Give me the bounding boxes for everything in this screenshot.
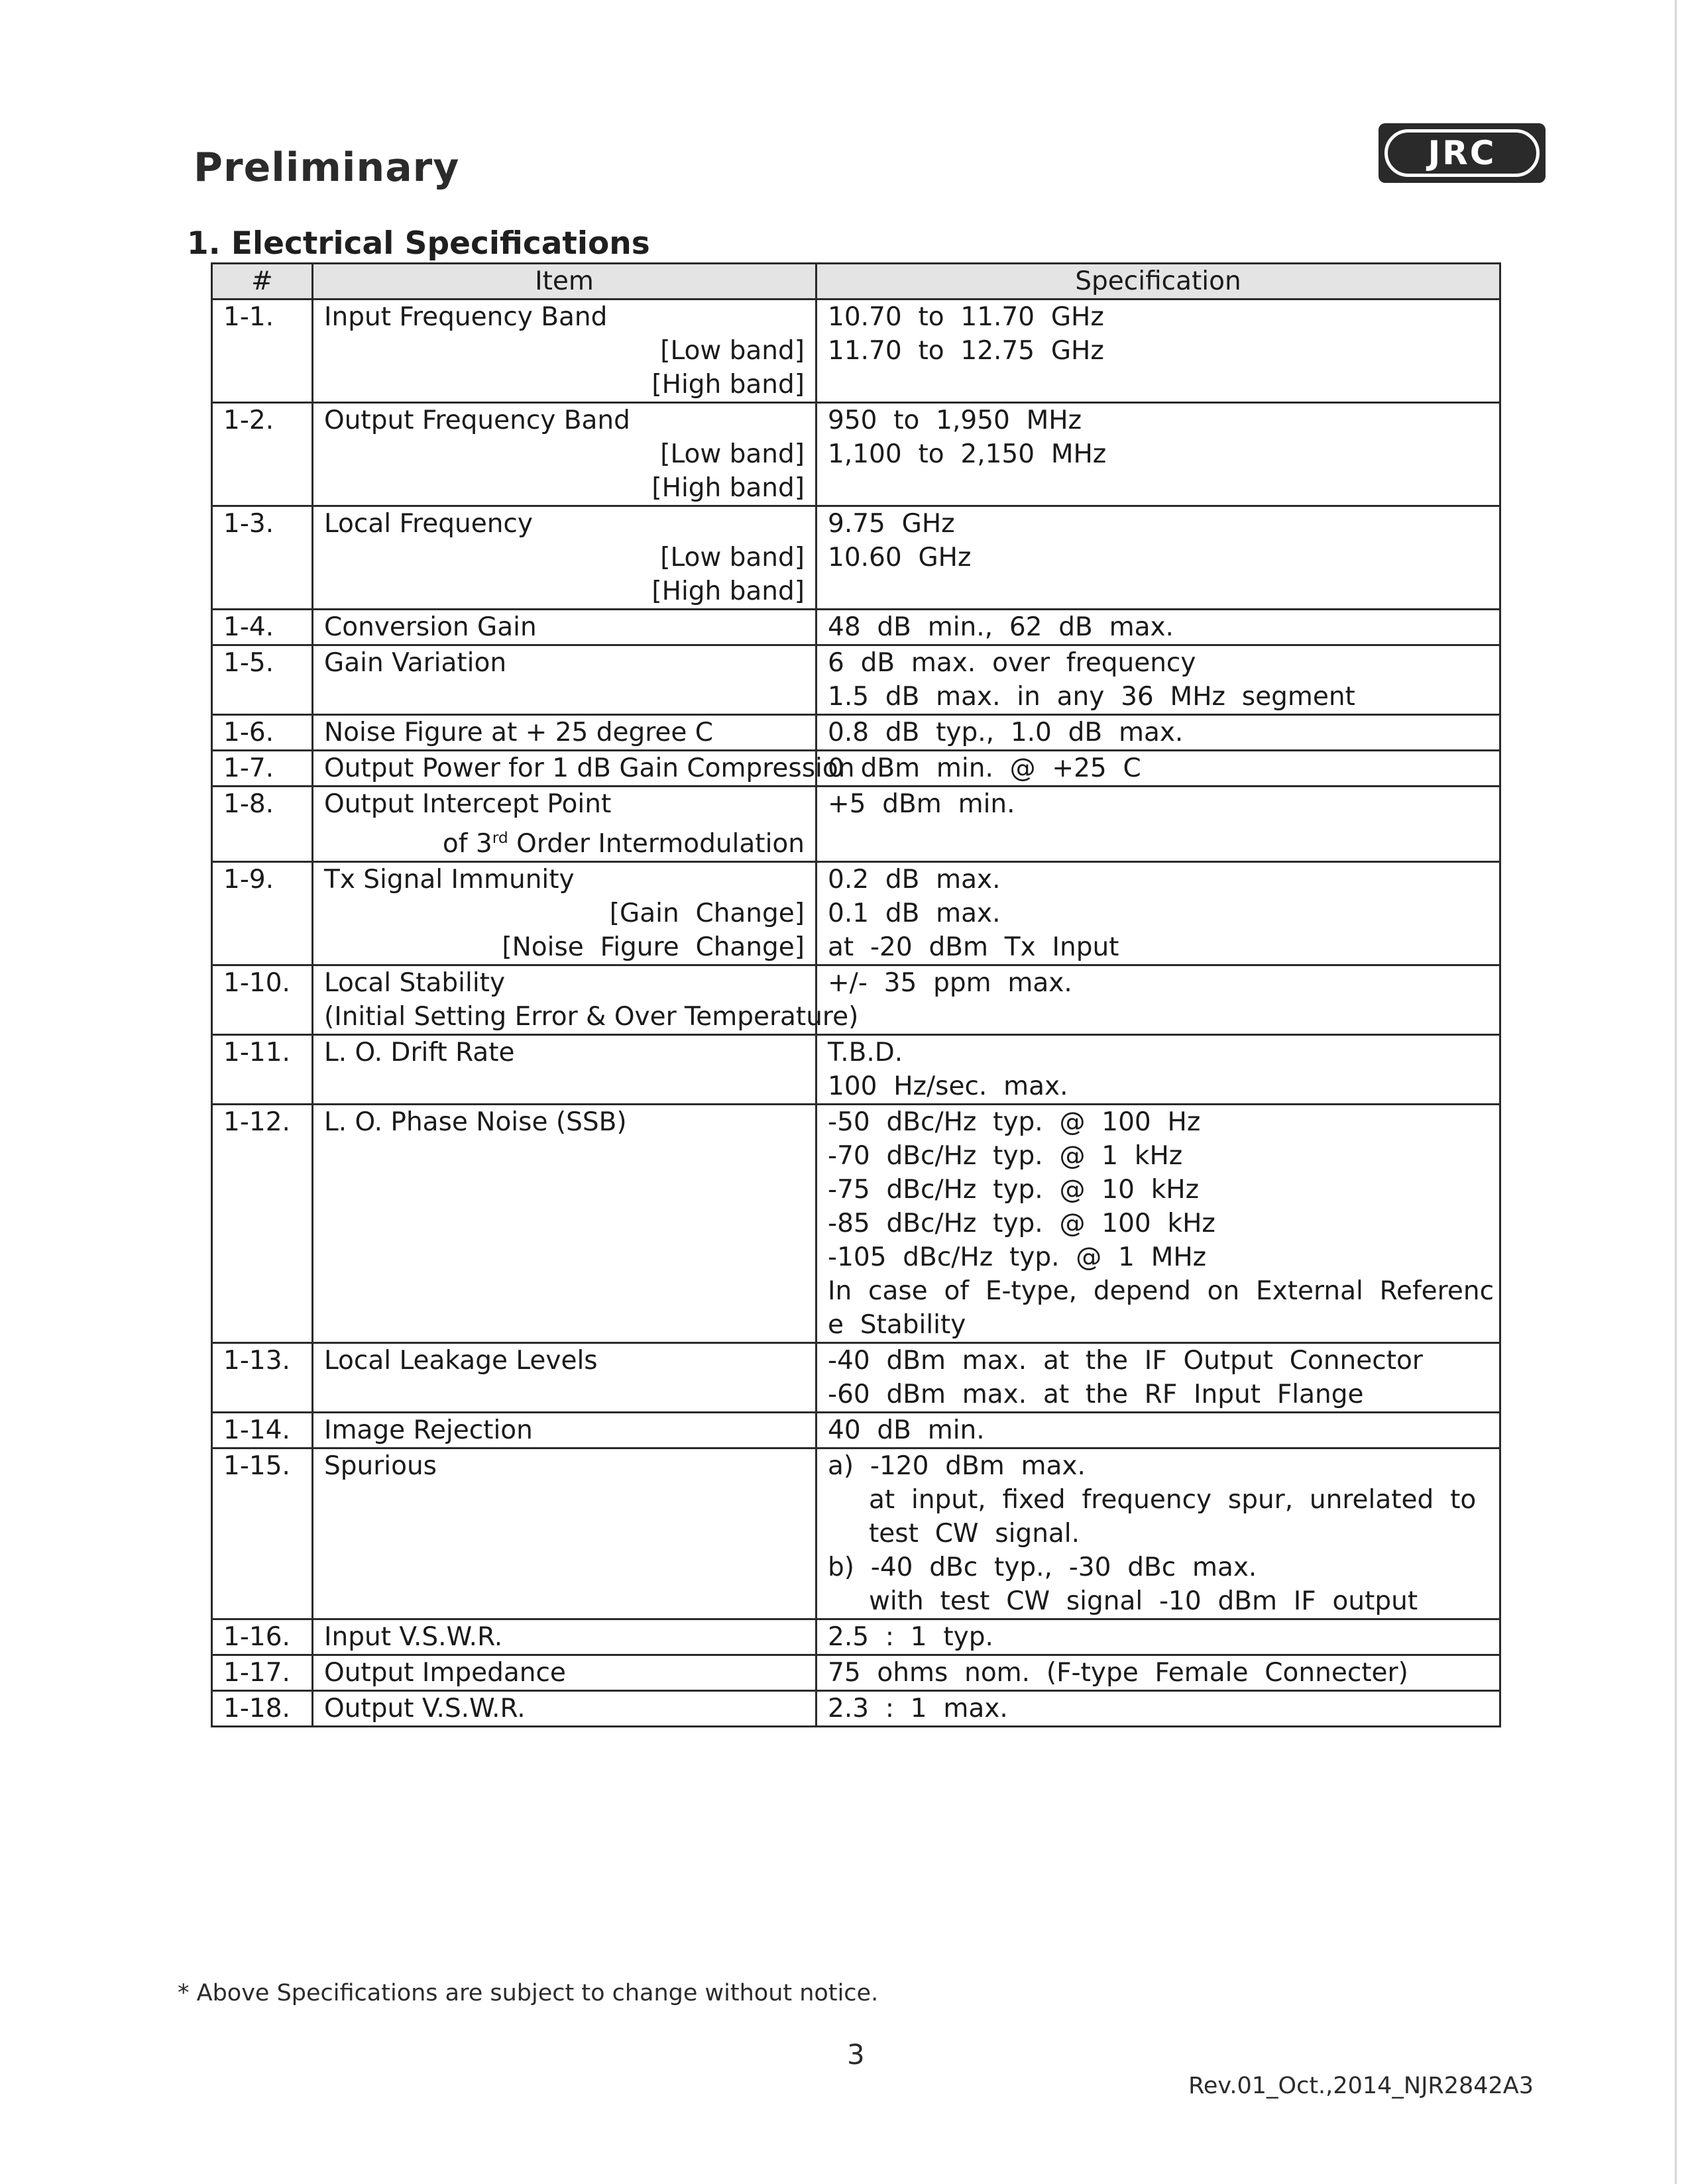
specification-line: 75 ohms nom. (F-type Female Connecter) — [828, 1658, 1408, 1688]
specification-cell — [817, 751, 1500, 787]
column-header-specification: Specification — [817, 264, 1500, 300]
row-number: 1-13. — [212, 1343, 313, 1413]
specification-line: 48 dB min., 62 dB max. — [828, 612, 1174, 642]
specification-line: -60 dBm max. at the RF Input Flange — [828, 1380, 1364, 1409]
specification-cell — [817, 1691, 1500, 1727]
spec-table — [211, 262, 1501, 1727]
item-line: Conversion Gain — [324, 612, 537, 642]
footnote: * Above Specifications are subject to change without notice. — [178, 1980, 879, 2006]
table-row — [212, 1691, 1500, 1727]
specification-cell — [817, 1343, 1500, 1413]
item-line: Output V.S.W.R. — [324, 1694, 526, 1723]
specification-line: -50 dBc/Hz typ. @ 100 Hz — [828, 1107, 1201, 1137]
specification-line: 11.70 to 12.75 GHz — [828, 336, 1104, 366]
page-number: 3 — [847, 2038, 865, 2071]
scan-edge-line — [1675, 0, 1677, 2184]
row-number: 1-15. — [212, 1448, 313, 1619]
specification-line: -75 dBc/Hz typ. @ 10 kHz — [828, 1175, 1200, 1205]
jrc-logo — [1379, 123, 1546, 183]
row-number: 1-6. — [212, 715, 313, 751]
item-cell — [313, 506, 817, 610]
specification-cell — [817, 862, 1500, 965]
item-line: [Low band] — [660, 439, 805, 469]
item-line: Input Frequency Band — [324, 302, 608, 332]
table-row — [212, 1655, 1500, 1691]
row-number: 1-16. — [212, 1619, 313, 1655]
section-title: 1. Electrical Specifications — [187, 225, 650, 262]
specification-cell — [817, 1413, 1500, 1448]
item-cell — [313, 1413, 817, 1448]
specification-line: e Stability — [828, 1310, 966, 1340]
item-cell — [313, 300, 817, 403]
item-line: (Initial Setting Error & Over Temperature) — [324, 1002, 859, 1032]
row-number: 1-12. — [212, 1105, 313, 1343]
item-cell — [313, 1691, 817, 1727]
column-header-number: # — [212, 264, 313, 300]
specification-cell — [817, 506, 1500, 610]
specification-line: 10.70 to 11.70 GHz — [828, 302, 1104, 332]
specification-line: 2.5 : 1 typ. — [828, 1622, 993, 1652]
table-row — [212, 506, 1500, 610]
specification-line: a) -120 dBm max. — [828, 1451, 1086, 1481]
table-row — [212, 862, 1500, 965]
item-cell — [313, 1035, 817, 1105]
item-line: Local Frequency — [324, 509, 533, 539]
row-number: 1-3. — [212, 506, 313, 610]
table-row — [212, 300, 1500, 403]
row-number: 1-4. — [212, 610, 313, 645]
specification-line: b) -40 dBc typ., -30 dBc max. — [828, 1553, 1257, 1582]
row-number: 1-7. — [212, 751, 313, 787]
item-line: Output Intercept Point — [324, 789, 612, 819]
specification-cell — [817, 1448, 1500, 1619]
item-cell — [313, 1343, 817, 1413]
item-cell — [313, 862, 817, 965]
table-row — [212, 715, 1500, 751]
row-number: 1-10. — [212, 965, 313, 1035]
specification-cell — [817, 1619, 1500, 1655]
row-number: 1-9. — [212, 862, 313, 965]
row-number: 1-18. — [212, 1691, 313, 1727]
jrc-logo-text: JRC — [1384, 129, 1540, 177]
item-line: [High band] — [651, 370, 805, 400]
item-line: [High band] — [651, 473, 805, 503]
table-row — [212, 1105, 1500, 1343]
specification-line: at -20 dBm Tx Input — [828, 932, 1119, 962]
table-row — [212, 1413, 1500, 1448]
specification-line: 10.60 GHz — [828, 543, 972, 573]
specification-line: 6 dB max. over frequency — [828, 648, 1196, 678]
item-cell — [313, 1619, 817, 1655]
table-row — [212, 1035, 1500, 1105]
item-line: Output Frequency Band — [324, 406, 630, 435]
item-cell — [313, 1655, 817, 1691]
item-line: Image Rejection — [324, 1415, 533, 1445]
specification-line: T.B.D. — [828, 1038, 903, 1067]
specification-cell — [817, 403, 1500, 506]
specification-line: 2.3 : 1 max. — [828, 1694, 1008, 1723]
table-row — [212, 403, 1500, 506]
specification-cell — [817, 645, 1500, 715]
item-line: Gain Variation — [324, 648, 507, 678]
item-line: Tx Signal Immunity — [324, 865, 575, 895]
item-cell — [313, 610, 817, 645]
specification-line: with test CW signal -10 dBm IF output — [869, 1586, 1418, 1616]
specification-line: test CW signal. — [869, 1519, 1080, 1549]
table-row — [212, 1619, 1500, 1655]
specification-line: -40 dBm max. at the IF Output Connector — [828, 1346, 1423, 1376]
row-number: 1-1. — [212, 300, 313, 403]
item-cell — [313, 645, 817, 715]
table-row — [212, 610, 1500, 645]
row-number: 1-14. — [212, 1413, 313, 1448]
revision-label: Rev.01_Oct.,2014_NJR2842A3 — [1188, 2073, 1534, 2099]
specification-cell — [817, 610, 1500, 645]
item-line: L. O. Drift Rate — [324, 1038, 515, 1067]
item-cell — [313, 1105, 817, 1343]
item-line: Spurious — [324, 1451, 437, 1481]
specification-line: +/- 35 ppm max. — [828, 968, 1072, 998]
spec-table-body — [212, 300, 1500, 1727]
specification-line: 1,100 to 2,150 MHz — [828, 439, 1107, 469]
specification-line: 100 Hz/sec. max. — [828, 1071, 1068, 1101]
specification-line: 9.75 GHz — [828, 509, 955, 539]
row-number: 1-8. — [212, 787, 313, 862]
specification-line: 950 to 1,950 MHz — [828, 406, 1082, 435]
specification-cell — [817, 1105, 1500, 1343]
item-cell — [313, 787, 817, 862]
row-number: 1-5. — [212, 645, 313, 715]
item-line: [Low band] — [660, 336, 805, 366]
item-line: of 3rd Order Intermodulation — [442, 828, 805, 859]
row-number: 1-2. — [212, 403, 313, 506]
item-line: Local Stability — [324, 968, 506, 998]
row-number: 1-11. — [212, 1035, 313, 1105]
specification-line: -105 dBc/Hz typ. @ 1 MHz — [828, 1242, 1207, 1272]
specification-cell — [817, 965, 1500, 1035]
specification-line: -70 dBc/Hz typ. @ 1 kHz — [828, 1141, 1183, 1171]
item-line: [Gain Change] — [609, 899, 805, 928]
item-line: Output Power for 1 dB Gain Compression — [324, 753, 855, 783]
specification-line: 0.2 dB max. — [828, 865, 1001, 895]
item-line: [Noise Figure Change] — [502, 932, 805, 962]
specification-cell — [817, 1035, 1500, 1105]
item-line: L. O. Phase Noise (SSB) — [324, 1107, 627, 1137]
specification-line: 40 dB min. — [828, 1415, 985, 1445]
specification-cell — [817, 1655, 1500, 1691]
specification-line: 0 dBm min. @ +25 C — [828, 753, 1141, 783]
item-line: [High band] — [651, 576, 805, 606]
table-header-row — [212, 264, 1500, 300]
item-cell — [313, 403, 817, 506]
specification-line: 0.1 dB max. — [828, 899, 1001, 928]
column-header-item: Item — [313, 264, 817, 300]
row-number: 1-17. — [212, 1655, 313, 1691]
specification-cell — [817, 787, 1500, 862]
specification-line: -85 dBc/Hz typ. @ 100 kHz — [828, 1209, 1215, 1238]
item-line: Noise Figure at + 25 degree C — [324, 718, 714, 747]
specification-line: 0.8 dB typ., 1.0 dB max. — [828, 718, 1184, 747]
item-line: Local Leakage Levels — [324, 1346, 598, 1376]
item-cell — [313, 751, 855, 787]
specification-line: +5 dBm min. — [828, 789, 1015, 819]
item-cell — [313, 1448, 817, 1619]
table-row — [212, 965, 1500, 1035]
item-line: [Low band] — [660, 543, 805, 573]
table-row — [212, 787, 1500, 862]
item-cell — [313, 715, 817, 751]
specification-line: In case of E-type, depend on External Referenc — [828, 1276, 1494, 1306]
item-cell — [313, 965, 859, 1035]
item-line: Output Impedance — [324, 1658, 566, 1688]
table-row — [212, 1448, 1500, 1619]
specification-line: 1.5 dB max. in any 36 MHz segment — [828, 682, 1355, 712]
specification-cell — [817, 715, 1500, 751]
specification-cell — [817, 300, 1500, 403]
preliminary-heading: Preliminary — [194, 144, 460, 191]
table-row — [212, 1343, 1500, 1413]
specification-line: at input, fixed frequency spur, unrelated to — [869, 1485, 1477, 1515]
item-line: Input V.S.W.R. — [324, 1622, 503, 1652]
table-row — [212, 751, 1500, 787]
table-row — [212, 645, 1500, 715]
